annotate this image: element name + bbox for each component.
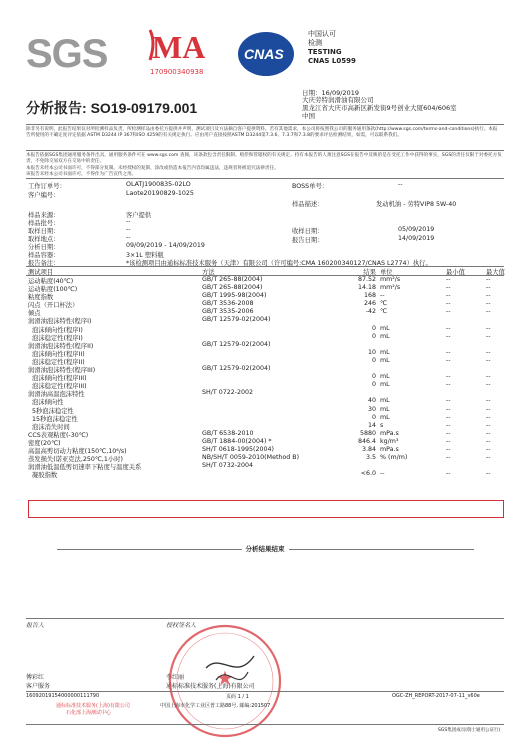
cell-min: -- [446, 284, 451, 292]
signer-company: 通标标准技术服务(上海)有限公司 [166, 683, 255, 690]
table-row [26, 470, 504, 478]
label: 样品描述： [292, 201, 324, 208]
cell-item: 倾点 [28, 310, 41, 318]
cell-min: -- [446, 429, 451, 437]
table-row [26, 381, 504, 389]
cell-unit: ℃ [380, 300, 388, 308]
report-number: SO19-09179.001 [90, 100, 198, 116]
cell-result: -42 [365, 308, 376, 316]
cell-min: -- [446, 445, 451, 453]
notes-paragraph: 本报告依据SGS集团通用服务条件出具，通用服务条件可在 www.sgs.com 查阅，该条款包含责任限制、赔偿和管辖权的有关规定。持有本报告的人须注意SGS在报告中反映的是在受托工作中获得的事实，SGS的责任仅限于对委托方负责，不免除交易双方在交易中的责任。 [26, 153, 502, 164]
label: 报告备注： [28, 260, 60, 267]
cell-item: 凝胶指数 [32, 472, 58, 480]
label: 报告日期： [292, 237, 324, 244]
label: 收样日期： [292, 228, 324, 235]
cell-result: 0 [371, 373, 376, 381]
boss-number: -- [398, 181, 403, 188]
divider [26, 724, 504, 725]
cell-method: SH/T 0618-1995(2004) [202, 445, 274, 453]
cell-item: 润滑油泡沫特性(程序II) [28, 342, 94, 350]
cell-result: 246 [363, 300, 376, 308]
cell-result: 30 [367, 405, 376, 413]
cell-unit: mm²/s [380, 276, 401, 283]
cell-method: GB/T 265-88(2004) [202, 284, 263, 292]
cell-max: -- [486, 454, 491, 462]
cell-result: 3.84 [361, 445, 376, 453]
client-address [302, 96, 457, 120]
table-body [26, 276, 504, 478]
cell-item: 粘度指数 [28, 294, 54, 302]
cell-max: -- [486, 397, 491, 405]
cell-unit: mPa.s [380, 445, 399, 453]
cell-method: GB/T 6538-2010 [202, 429, 254, 437]
received-date: 05/09/2019 [398, 226, 435, 233]
cell-item: 润滑油泡沫特性(程序III) [28, 367, 96, 375]
prepared-by-label: 报告人 [26, 622, 45, 629]
cell-item: 高温高剪切动力粘度(150℃,10⁶/s) [28, 447, 127, 455]
report-date: 日期：16/09/2019 [302, 89, 359, 97]
notes-paragraph: 本报告未经本公司书面许可，不得部分复制。未经授权的复制、涂改或伪造本报告内容均属违法，违规者将被追究法律责任。 [26, 166, 279, 171]
label: 样品容器： [28, 252, 60, 259]
cell-min: -- [446, 405, 451, 413]
divider [26, 150, 504, 151]
label: 取样日期： [28, 228, 60, 235]
cell-item: 15秒泡沫稳定性 [32, 415, 78, 423]
cell-unit: mL [380, 332, 390, 340]
cell-max: -- [486, 373, 491, 381]
cell-max: -- [486, 381, 491, 389]
label: 取样地点： [28, 236, 60, 243]
table-row [26, 292, 504, 300]
footer-department: 石化部上海测试中心 [66, 710, 112, 716]
cell-item: 运动粘度(100℃) [28, 286, 78, 294]
header-min: 最小值 [446, 269, 465, 276]
cell-min: -- [446, 470, 451, 478]
sgs-logo: SGS [26, 32, 108, 76]
accreditation-block [308, 30, 356, 66]
report-title [26, 98, 197, 118]
table-row [26, 438, 504, 446]
cell-item: 润滑油低温低剪切速率下粘度与温度关系 [28, 464, 142, 472]
cell-method: GB/T 3535-2006 [202, 308, 254, 316]
cell-item: 泡沫消失时间 [32, 423, 70, 431]
cell-result: 5880 [359, 429, 376, 437]
cell-item: 5秒泡沫稳定性 [32, 407, 74, 415]
table-row [26, 365, 504, 373]
sample-source: 客户提供 [126, 212, 152, 219]
cell-unit: mL [380, 413, 390, 421]
footer-company: 通标标准技术服务(上海)有限公司 [56, 703, 130, 709]
analysis-period: 09/09/2019 - 14/09/2019 [126, 242, 205, 249]
table-row [26, 373, 504, 381]
cell-min: -- [446, 276, 451, 283]
cnas-logo [236, 28, 298, 80]
table-row [26, 284, 504, 292]
label: 样品批号： [28, 220, 60, 227]
cell-min: -- [446, 292, 451, 300]
label: 工作订单号： [28, 183, 66, 190]
cell-unit: ℃ [380, 308, 388, 316]
cell-method: NB/SH/T 0059-2010(Method B) [202, 454, 300, 462]
cell-min: -- [446, 308, 451, 316]
cell-max: -- [486, 284, 491, 292]
cell-method: SH/T 0722-2002 [202, 389, 254, 397]
table-row [26, 406, 504, 414]
cell-result: <6.0 [360, 470, 376, 478]
company-seal [166, 622, 284, 740]
cell-unit: mL [380, 324, 390, 332]
header-max: 最大值 [486, 269, 505, 276]
approved-by-label: 授权签名人 [166, 622, 197, 629]
cert-line: CNAS L0599 [308, 57, 356, 65]
cert-line: 检测 [308, 39, 322, 47]
table-row [26, 308, 504, 316]
cert-line: 中国认可 [308, 30, 336, 38]
cell-unit: -- [380, 470, 385, 478]
cell-unit: mL [380, 381, 390, 389]
cell-max: -- [486, 413, 491, 421]
cell-max: -- [486, 405, 491, 413]
cell-item: 蒸发损失(诺亚克法,250℃,1小时) [28, 456, 123, 464]
table-row [26, 349, 504, 357]
table-row [26, 454, 504, 462]
cell-max: -- [486, 332, 491, 340]
divider [26, 691, 504, 692]
cell-max: -- [486, 292, 491, 300]
page-number: 页码 1 / 1 [226, 694, 249, 700]
cell-item: CCS表观粘度(-30℃) [28, 431, 89, 439]
table-row [26, 422, 504, 430]
draw-date: -- [126, 226, 131, 233]
cell-max: -- [486, 429, 491, 437]
table-row [26, 357, 504, 365]
signer-name: 李红丽 [166, 674, 185, 681]
cell-max: -- [486, 300, 491, 308]
cell-max: -- [486, 437, 491, 445]
cell-method: GB/T 1884-00(2004) * [202, 437, 272, 445]
cell-unit: mm²/s [380, 284, 401, 292]
cell-method: GB/T 12579-02(2004) [202, 340, 271, 348]
cell-unit: mPa.s [380, 429, 399, 437]
cell-max: -- [486, 308, 491, 316]
table-row [26, 397, 504, 405]
cell-min: -- [446, 397, 451, 405]
table-row [26, 341, 504, 349]
cell-min: -- [446, 413, 451, 421]
table-row [26, 316, 504, 324]
table-row [26, 430, 504, 438]
table-row [26, 276, 504, 284]
reporter-title: 客户服务 [26, 683, 51, 690]
results-table [26, 266, 504, 478]
cell-result: 0 [371, 356, 376, 364]
cell-item: 泡沫倾向性(程序I) [32, 326, 83, 334]
svg-text:MA: MA [152, 29, 206, 65]
cell-item: 泡沫稳定性(程序I) [32, 334, 83, 342]
cell-min: -- [446, 454, 451, 462]
table-row [26, 446, 504, 454]
cell-result: 846.4 [357, 437, 376, 445]
cell-method: SH/T 0732-2004 [202, 462, 254, 470]
cell-max: -- [486, 470, 491, 478]
notes-paragraph: 除非另有说明，此报告结果仅对所检测样品负责，所检测样品由委托方提供并声明，测试项目及方法摘自客户提供资料。若有其他需求，本公司将按照我公司的服务通用条款(http://www.sgs.com/terms-and-conditions)执行。本报告所使用的不确定度评定依据 ASTM D3244 IP 367和ISO 4259的有关规定执行。应由用户直接按照ASTM D3244第7.3.6、7.3.7和7.3.8的要求评估检测结果，如需，可以联系我们。 [26, 127, 498, 138]
label: 样品来源： [28, 212, 60, 219]
cell-unit: mL [380, 348, 390, 356]
highlight-box [28, 500, 504, 518]
work-order: OLATJ1900835-02LO [126, 181, 191, 188]
cell-min: -- [446, 348, 451, 356]
table-row [26, 325, 504, 333]
cell-result: 14 [367, 421, 376, 429]
cell-result: 0 [371, 324, 376, 332]
draw-location: -- [126, 234, 131, 241]
cell-max: -- [486, 445, 491, 453]
cell-unit: kg/m³ [380, 437, 399, 445]
cell-max: -- [486, 421, 491, 429]
cell-result: 3.5 [365, 454, 376, 462]
cell-item: 泡沫倾向性(程序II) [32, 350, 85, 358]
cell-result: 0 [371, 332, 376, 340]
container: 3×1L 塑料瓶 [126, 252, 164, 259]
cell-item: 运动粘度(40℃) [28, 278, 74, 285]
client-number: Laote20190829-1025 [126, 190, 194, 197]
report-code: 16092019154000000111790 [26, 693, 100, 699]
cell-unit: mL [380, 373, 390, 381]
title-label: 分析报告: [26, 100, 87, 116]
cell-result: 0 [371, 413, 376, 421]
divider [26, 178, 504, 179]
cell-item: 泡沫稳定性(程序III) [32, 383, 87, 391]
cell-item: 泡沫倾向性 [32, 399, 64, 407]
cell-unit: mL [380, 405, 390, 413]
cell-min: -- [446, 300, 451, 308]
report-note: *该检测项目由通标标准技术服务（天津）有限公司（许可编号:CMA 160200340127/CNAS L2774）执行。 [126, 260, 432, 267]
table-row [26, 389, 504, 397]
cell-min: -- [446, 373, 451, 381]
reporter-name: 傅彩红 [26, 674, 45, 681]
cell-unit: -- [380, 292, 385, 300]
cell-min: -- [446, 356, 451, 364]
end-of-results: 分析结果结束 [26, 544, 504, 553]
cell-result: 0 [371, 381, 376, 389]
cell-unit: mL [380, 356, 390, 364]
cell-max: -- [486, 276, 491, 283]
cell-unit: s [380, 421, 384, 429]
label: BOSS单号： [292, 183, 329, 190]
header-method: 方法 [202, 269, 215, 276]
table-row [26, 333, 504, 341]
header-item: 测试项目 [28, 269, 54, 276]
footer-address: 中国上海市化学工业区普工路88号, 邮编:201507 [160, 703, 271, 709]
cell-item: 泡沫稳定性(程序II) [32, 358, 85, 366]
client-name: 大庆劳特润滑油有限公司 [302, 96, 374, 104]
sgs-group-note: SGS集团成员(瑞士通用公证行) [438, 728, 501, 733]
cell-min: -- [446, 437, 451, 445]
svg-text:★: ★ [216, 666, 234, 690]
divider [26, 618, 504, 619]
cell-unit: % (m/m) [380, 454, 408, 462]
cell-max: -- [486, 348, 491, 356]
divider [26, 124, 504, 125]
cell-method: GB/T 1995-98(2004) [202, 292, 267, 300]
cell-item: 闪点（开口杯法） [28, 302, 79, 310]
cell-result: 87.52 [357, 276, 376, 283]
cell-item: 润滑油泡沫特性(程序I) [28, 318, 92, 326]
header-result: 结果 [363, 269, 376, 276]
cell-result: 14.18 [357, 284, 376, 292]
table-row [26, 462, 504, 470]
cell-min: -- [446, 381, 451, 389]
form-code: OGC-ZH_REPORT-2017-07-11_v60e [392, 693, 480, 699]
client-street: 黑龙江省大庆市高新区新发街9号创业大厦604/606室 [302, 104, 457, 112]
report-date-value: 14/09/2019 [398, 235, 435, 242]
cell-method: GB/T 12579-02(2004) [202, 365, 271, 373]
cell-max: -- [486, 324, 491, 332]
label: 客户编号： [28, 192, 60, 199]
cell-item: 泡沫倾向性(程序III) [32, 375, 87, 383]
cell-result: 168 [363, 292, 376, 300]
sample-lot: -- [126, 218, 131, 225]
table-row [26, 414, 504, 422]
cell-method: GB/T 3536-2008 [202, 300, 254, 308]
cell-unit: mL [380, 397, 390, 405]
cma-number: 170900340938 [150, 68, 204, 76]
svg-text:CNAS: CNAS [244, 46, 284, 62]
table-row [26, 300, 504, 308]
sample-description: 发动机油 - 劳特VIP8 5W-40 [376, 201, 457, 208]
table-header [26, 266, 504, 276]
cell-min: -- [446, 332, 451, 340]
cell-min: -- [446, 324, 451, 332]
cell-result: 40 [367, 397, 376, 405]
cell-item: 润滑油高温泡沫特性 [28, 391, 85, 399]
cell-max: -- [486, 356, 491, 364]
cell-item: 密度(20℃) [28, 439, 61, 447]
header-unit: 单位 [380, 269, 393, 276]
cell-min: -- [446, 421, 451, 429]
notes-paragraph: 该报告未经本公司书面许可，不得作为广告宣传之用。 [26, 172, 137, 177]
cert-line: TESTING [308, 48, 342, 56]
cell-method: GB/T 265-88(2004) [202, 276, 263, 283]
cell-result: 10 [367, 348, 376, 356]
label: 分析日期： [28, 244, 60, 251]
cell-method: GB/T 12579-02(2004) [202, 316, 271, 324]
client-country: 中国 [302, 112, 315, 120]
